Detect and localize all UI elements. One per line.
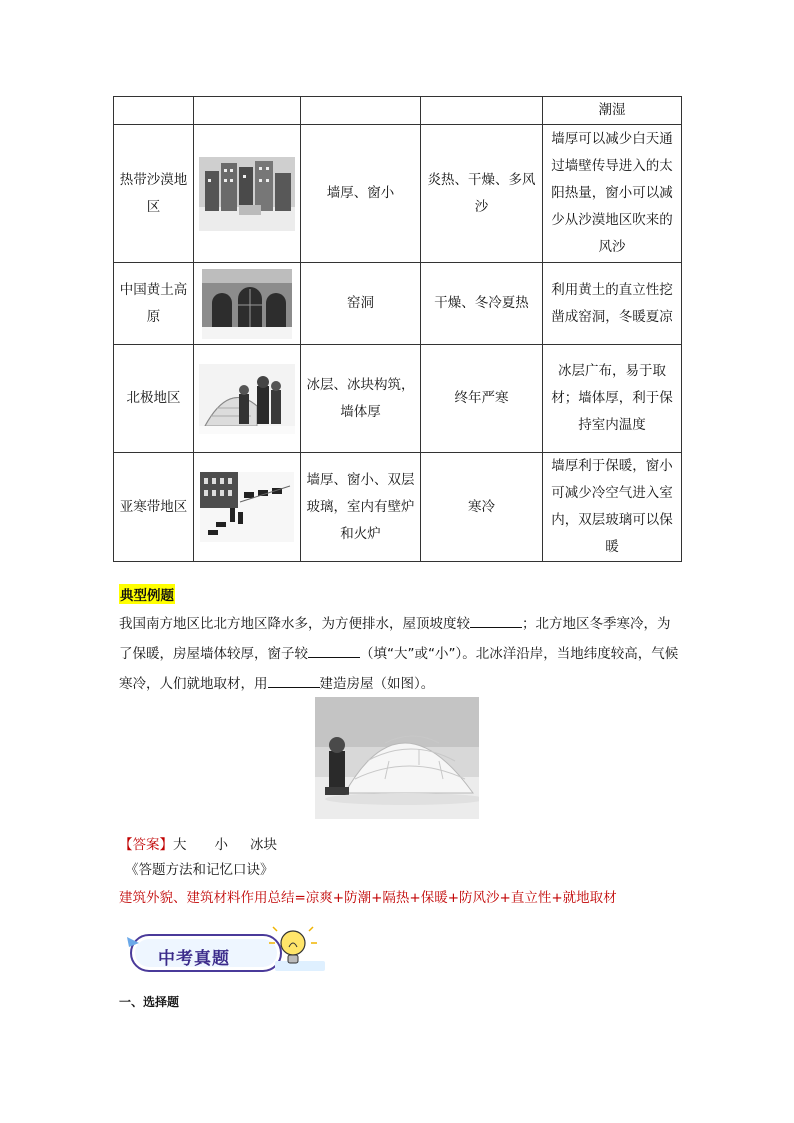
table-cell bbox=[421, 97, 543, 125]
feature-cell: 窑洞 bbox=[301, 263, 421, 345]
answer-blank[interactable] bbox=[470, 611, 522, 628]
answer-tag: 【答案】 bbox=[119, 837, 173, 853]
photo-cell bbox=[194, 263, 301, 345]
table-row bbox=[114, 263, 682, 345]
igloo-photo bbox=[315, 697, 479, 819]
answer-value: 冰块 bbox=[250, 837, 277, 853]
climate-architecture-table bbox=[113, 96, 682, 562]
question-text: ；北方地区冬季寒冷，为了保暖，房屋墙体较厚，窗子较 bbox=[119, 616, 671, 662]
table-cell: 潮湿 bbox=[543, 97, 682, 125]
region-cell: 中国黄土高原 bbox=[114, 263, 194, 345]
banner-title: 中考真题 bbox=[158, 949, 230, 969]
climate-cell: 炎热、干燥、多风沙 bbox=[421, 125, 543, 263]
climate-cell: 寒冷 bbox=[421, 453, 543, 562]
example-label: 典型例题 bbox=[119, 584, 175, 604]
reason-cell: 墙厚利于保暖，窗小可减少冷空气进入室内，双层玻璃可以保暖 bbox=[543, 453, 682, 562]
example-question bbox=[119, 609, 679, 699]
table-row bbox=[114, 345, 682, 453]
desert-city-photo bbox=[199, 157, 295, 231]
climate-cell: 终年严寒 bbox=[421, 345, 543, 453]
table-row bbox=[114, 97, 682, 125]
feature-cell: 冰层、冰块构筑，墙体厚 bbox=[301, 345, 421, 453]
table-row bbox=[114, 453, 682, 562]
answer-blank[interactable] bbox=[268, 671, 320, 688]
answer-value: 小 bbox=[214, 837, 228, 853]
reindeer-sled-photo bbox=[200, 472, 294, 542]
feature-cell: 墙厚、窗小 bbox=[301, 125, 421, 263]
region-cell: 热带沙漠地区 bbox=[114, 125, 194, 263]
region-cell: 亚寒带地区 bbox=[114, 453, 194, 562]
igloo-people-photo bbox=[199, 364, 295, 434]
table-cell bbox=[194, 97, 301, 125]
table-cell bbox=[114, 97, 194, 125]
exam-banner bbox=[125, 925, 335, 981]
question-text: 我国南方地区比北方地区降水多，为方便排水，屋顶坡度较 bbox=[119, 616, 470, 632]
reason-cell: 墙厚可以减少白天通过墙壁传导进入的太阳热量，窗小可以减少从沙漠地区吹来的风沙 bbox=[543, 125, 682, 263]
photo-cell bbox=[194, 125, 301, 263]
question-text: （填“大”或“小”）。北冰洋沿岸，当地纬度较高，气候寒冷，人们就地取材，用 bbox=[119, 646, 679, 692]
photo-cell bbox=[194, 345, 301, 453]
question-text: 建造房屋（如图）。 bbox=[319, 676, 435, 692]
region-cell: 北极地区 bbox=[114, 345, 194, 453]
summary-line: 建筑外貌、建筑材料作用总结=凉爽+防潮+隔热+保暖+防风沙+直立性+就地取材 bbox=[119, 890, 617, 906]
table-row bbox=[114, 125, 682, 263]
reason-cell: 利用黄土的直立性挖凿成窑洞，冬暖夏凉 bbox=[543, 263, 682, 345]
reason-cell: 冰层广布，易于取材；墙体厚，利于保持室内温度 bbox=[543, 345, 682, 453]
answer-value: 大 bbox=[173, 837, 187, 853]
feature-cell: 墙厚、窗小、双层玻璃，室内有壁炉和火炉 bbox=[301, 453, 421, 562]
cave-dwelling-photo bbox=[202, 269, 292, 339]
answer-blank[interactable] bbox=[308, 641, 360, 658]
photo-cell bbox=[194, 453, 301, 562]
method-title: 《答题方法和记忆口诀》 bbox=[125, 862, 274, 878]
answer-line bbox=[119, 833, 277, 853]
table-cell bbox=[301, 97, 421, 125]
climate-cell: 干燥、冬冷夏热 bbox=[421, 263, 543, 345]
section-heading: 一、选择题 bbox=[119, 995, 180, 1009]
